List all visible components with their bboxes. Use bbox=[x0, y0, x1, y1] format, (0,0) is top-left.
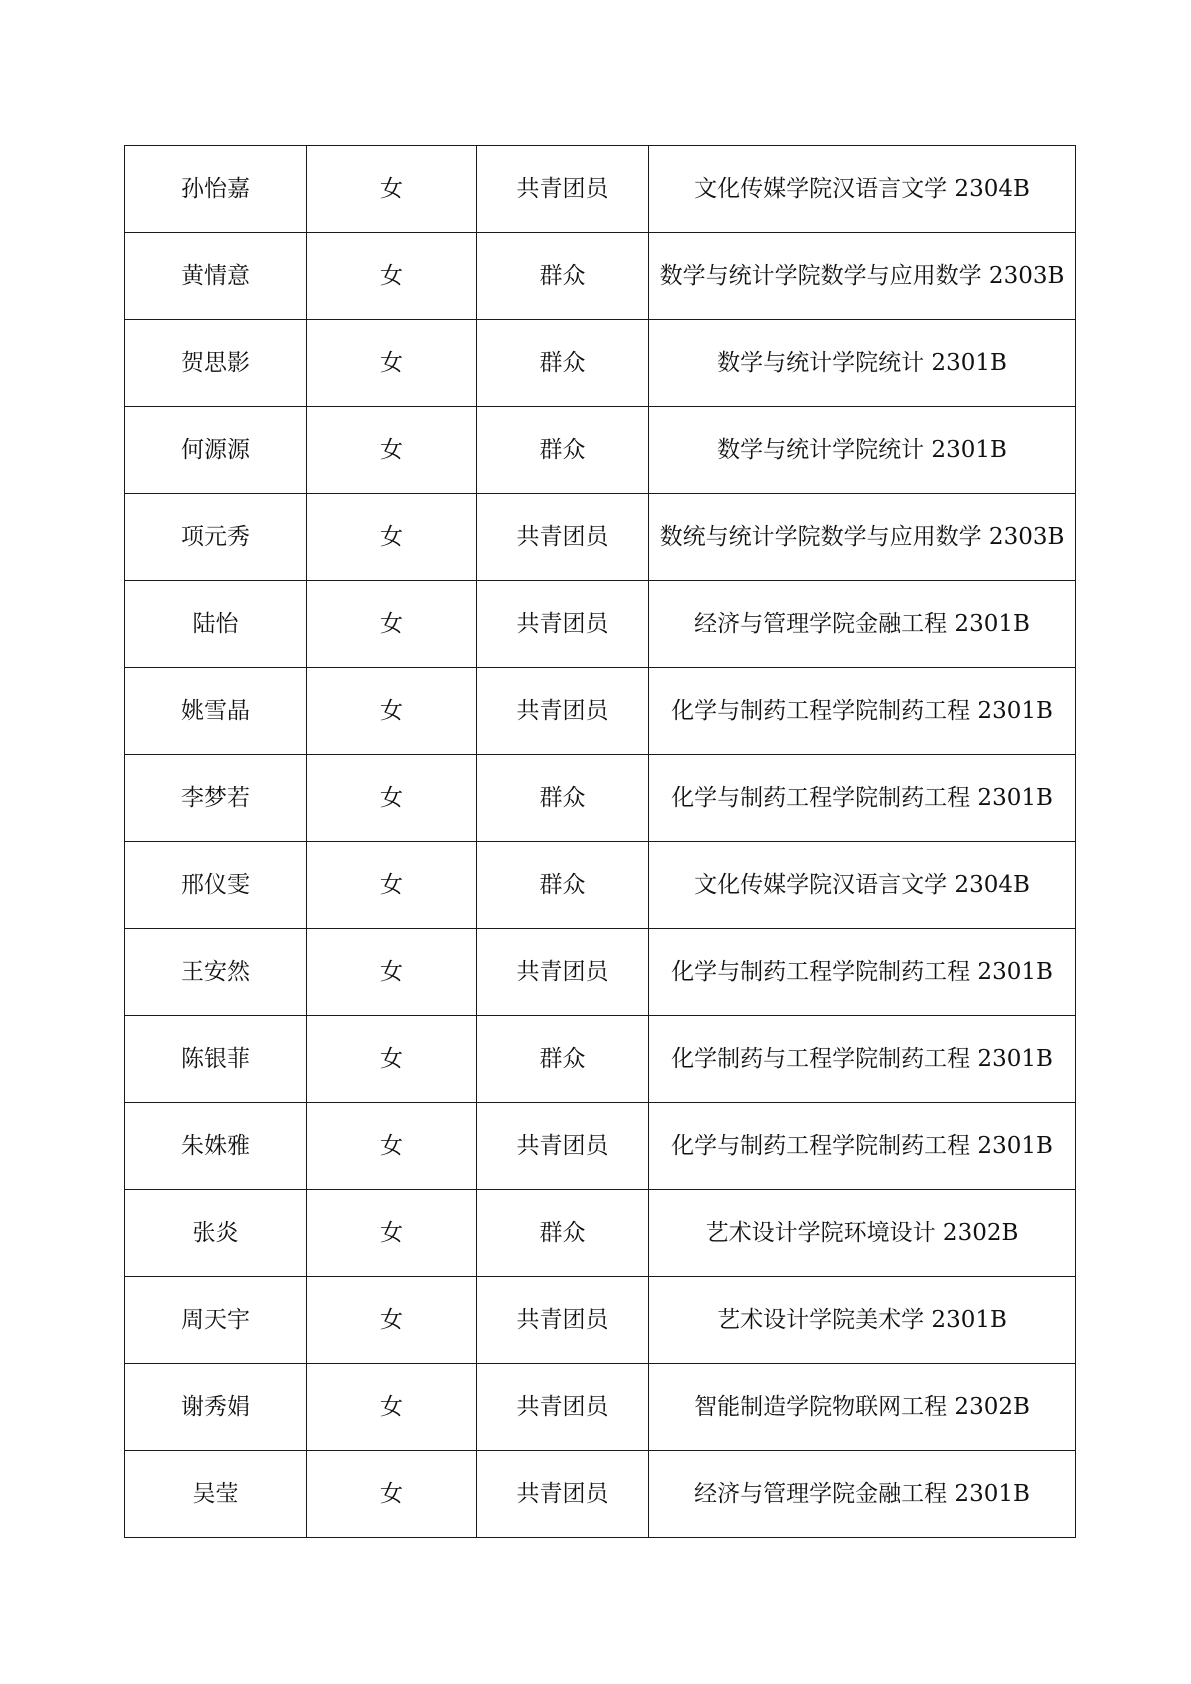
gender-cell: 女 bbox=[307, 755, 477, 842]
name-cell: 贺思影 bbox=[125, 320, 307, 407]
political-status-cell: 共青团员 bbox=[477, 581, 649, 668]
college-major-class-cell: 文化传媒学院汉语言文学 2304B bbox=[649, 842, 1076, 929]
name-cell: 谢秀娟 bbox=[125, 1364, 307, 1451]
college-major-class-cell: 艺术设计学院环境设计 2302B bbox=[649, 1190, 1076, 1277]
name-cell: 吴莹 bbox=[125, 1451, 307, 1538]
gender-cell: 女 bbox=[307, 929, 477, 1016]
college-major-class-cell: 文化传媒学院汉语言文学 2304B bbox=[649, 146, 1076, 233]
gender-cell: 女 bbox=[307, 233, 477, 320]
gender-cell: 女 bbox=[307, 581, 477, 668]
table-row bbox=[125, 1016, 1076, 1103]
gender-cell: 女 bbox=[307, 668, 477, 755]
college-major-class-cell: 化学与制药工程学院制药工程 2301B bbox=[649, 668, 1076, 755]
gender-cell: 女 bbox=[307, 146, 477, 233]
name-cell: 孙怡嘉 bbox=[125, 146, 307, 233]
gender-cell: 女 bbox=[307, 320, 477, 407]
name-cell: 周天宇 bbox=[125, 1277, 307, 1364]
gender-cell: 女 bbox=[307, 842, 477, 929]
table-row bbox=[125, 1277, 1076, 1364]
political-status-cell: 群众 bbox=[477, 1190, 649, 1277]
table-row bbox=[125, 146, 1076, 233]
political-status-cell: 群众 bbox=[477, 233, 649, 320]
political-status-cell: 共青团员 bbox=[477, 668, 649, 755]
gender-cell: 女 bbox=[307, 1103, 477, 1190]
college-major-class-cell: 数学与统计学院数学与应用数学 2303B bbox=[649, 233, 1076, 320]
table-row bbox=[125, 581, 1076, 668]
name-cell: 何源源 bbox=[125, 407, 307, 494]
political-status-cell: 群众 bbox=[477, 755, 649, 842]
name-cell: 陈银菲 bbox=[125, 1016, 307, 1103]
table-row bbox=[125, 1451, 1076, 1538]
political-status-cell: 共青团员 bbox=[477, 1364, 649, 1451]
table-row bbox=[125, 494, 1076, 581]
college-major-class-cell: 经济与管理学院金融工程 2301B bbox=[649, 581, 1076, 668]
political-status-cell: 群众 bbox=[477, 842, 649, 929]
name-cell: 朱姝雅 bbox=[125, 1103, 307, 1190]
political-status-cell: 共青团员 bbox=[477, 494, 649, 581]
name-cell: 姚雪晶 bbox=[125, 668, 307, 755]
table-row bbox=[125, 842, 1076, 929]
gender-cell: 女 bbox=[307, 1190, 477, 1277]
political-status-cell: 群众 bbox=[477, 320, 649, 407]
table-row bbox=[125, 1190, 1076, 1277]
political-status-cell: 共青团员 bbox=[477, 929, 649, 1016]
college-major-class-cell: 智能制造学院物联网工程 2302B bbox=[649, 1364, 1076, 1451]
college-major-class-cell: 化学与制药工程学院制药工程 2301B bbox=[649, 1103, 1076, 1190]
gender-cell: 女 bbox=[307, 1364, 477, 1451]
table-row bbox=[125, 755, 1076, 842]
college-major-class-cell: 化学与制药工程学院制药工程 2301B bbox=[649, 755, 1076, 842]
political-status-cell: 共青团员 bbox=[477, 1103, 649, 1190]
table-row bbox=[125, 668, 1076, 755]
college-major-class-cell: 化学制药与工程学院制药工程 2301B bbox=[649, 1016, 1076, 1103]
roster-table-body bbox=[125, 146, 1076, 1538]
name-cell: 黄情意 bbox=[125, 233, 307, 320]
political-status-cell: 共青团员 bbox=[477, 1451, 649, 1538]
college-major-class-cell: 艺术设计学院美术学 2301B bbox=[649, 1277, 1076, 1364]
table-row bbox=[125, 1103, 1076, 1190]
political-status-cell: 共青团员 bbox=[477, 146, 649, 233]
gender-cell: 女 bbox=[307, 1277, 477, 1364]
gender-cell: 女 bbox=[307, 407, 477, 494]
gender-cell: 女 bbox=[307, 494, 477, 581]
college-major-class-cell: 经济与管理学院金融工程 2301B bbox=[649, 1451, 1076, 1538]
political-status-cell: 群众 bbox=[477, 407, 649, 494]
student-roster-table bbox=[124, 145, 1076, 1538]
name-cell: 李梦若 bbox=[125, 755, 307, 842]
gender-cell: 女 bbox=[307, 1451, 477, 1538]
college-major-class-cell: 数学与统计学院统计 2301B bbox=[649, 407, 1076, 494]
gender-cell: 女 bbox=[307, 1016, 477, 1103]
college-major-class-cell: 化学与制药工程学院制药工程 2301B bbox=[649, 929, 1076, 1016]
political-status-cell: 群众 bbox=[477, 1016, 649, 1103]
name-cell: 项元秀 bbox=[125, 494, 307, 581]
name-cell: 王安然 bbox=[125, 929, 307, 1016]
college-major-class-cell: 数统与统计学院数学与应用数学 2303B bbox=[649, 494, 1076, 581]
college-major-class-cell: 数学与统计学院统计 2301B bbox=[649, 320, 1076, 407]
table-row bbox=[125, 1364, 1076, 1451]
name-cell: 陆怡 bbox=[125, 581, 307, 668]
table-row bbox=[125, 320, 1076, 407]
table-row bbox=[125, 407, 1076, 494]
table-row bbox=[125, 929, 1076, 1016]
table-row bbox=[125, 233, 1076, 320]
name-cell: 邢仪雯 bbox=[125, 842, 307, 929]
political-status-cell: 共青团员 bbox=[477, 1277, 649, 1364]
name-cell: 张炎 bbox=[125, 1190, 307, 1277]
